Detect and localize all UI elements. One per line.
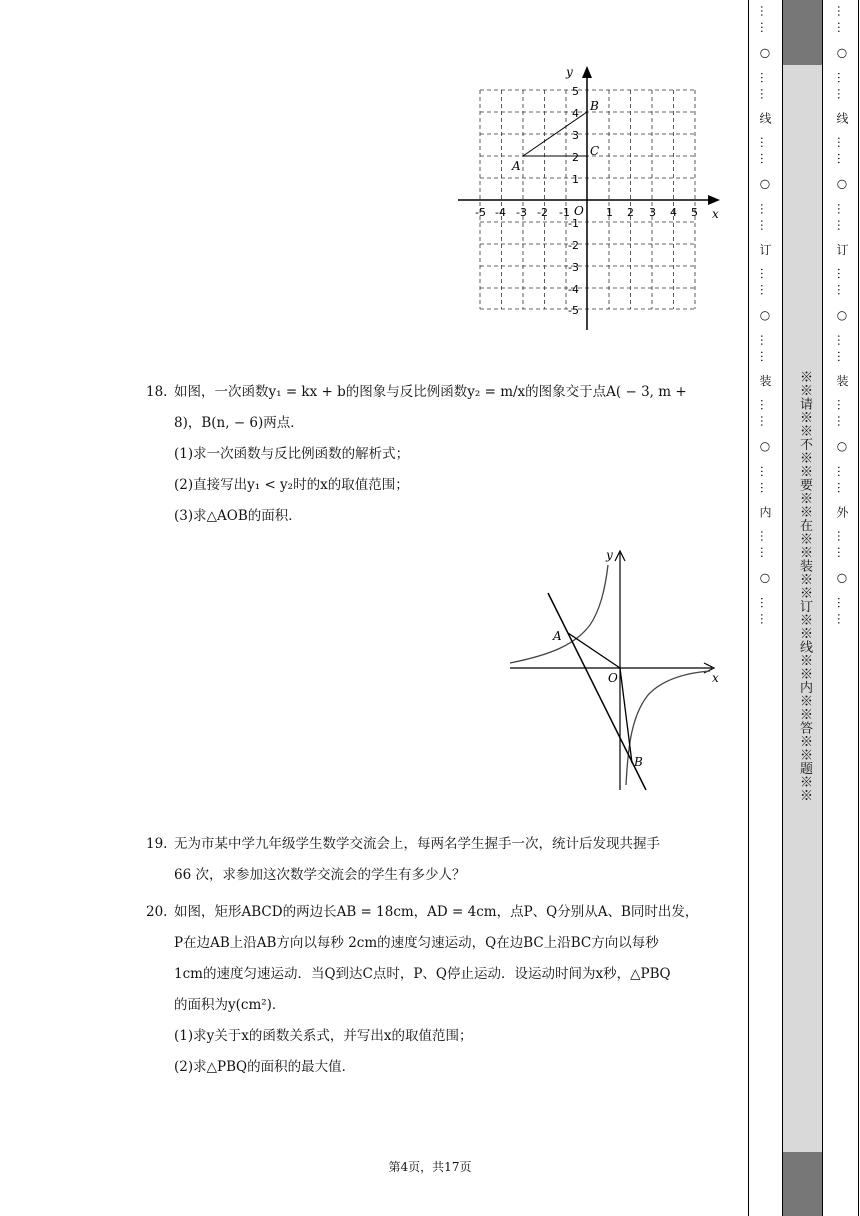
- svg-text:-4: -4: [495, 206, 506, 219]
- svg-text:2: 2: [572, 151, 579, 164]
- question-text: 66 次，求参加这次数学交流会的学生有多少人？: [174, 867, 466, 883]
- question-number: 20.: [146, 904, 168, 920]
- question-text: 无为市某中学九年级学生数学交流会上，每两名学生握手一次，统计后发现共握手: [174, 836, 660, 852]
- svg-text:3: 3: [649, 206, 656, 219]
- outer-seal-line: …… ○ …… 线 …… ○ …… 订 …… ○ …… 装 …… ○ …… 外 …… ○ ……: [835, 5, 849, 630]
- svg-text:2: 2: [627, 206, 634, 219]
- page-footer: 第4页，共17页: [388, 1160, 472, 1174]
- x-axis-label: x: [712, 207, 719, 221]
- question-19: [146, 829, 726, 891]
- point-label-c: C: [590, 144, 600, 158]
- warning-text: ※※请※※不※※要※※在※※装※※订※※线※※内※※答※※题※※: [797, 370, 812, 802]
- point-label-b: B: [590, 99, 599, 113]
- svg-text:3: 3: [572, 129, 579, 142]
- question-number: 19.: [146, 836, 168, 852]
- question-text: 如图，一次函数y₁ = kx + b的图象与反比例函数y₂ = m/x的图象交于点A( − 3, m +: [174, 384, 687, 400]
- svg-text:4: 4: [670, 206, 677, 219]
- svg-text:-5: -5: [568, 304, 579, 317]
- svg-text:-2: -2: [537, 206, 548, 219]
- svg-text:-4: -4: [568, 283, 579, 296]
- svg-text:-3: -3: [516, 206, 527, 219]
- question-text: 的面积为y(cm²)．: [174, 997, 286, 1013]
- band-dark-top: [783, 0, 822, 65]
- origin-label: O: [574, 204, 584, 218]
- inner-seal-line: …… ○ …… 线 …… ○ …… 订 …… ○ …… 装 …… ○ …… 内 …… ○ ……: [758, 5, 772, 630]
- point-label-a: A: [553, 629, 562, 643]
- coordinate-grid-figure: [450, 60, 730, 340]
- question-text: P在边AB上沿AB方向以每秒 2cm的速度匀速运动，Q在边BC上沿BC方向以每秒: [174, 935, 659, 951]
- svg-text:5: 5: [572, 85, 579, 98]
- sub-question-2: (2)直接写出y₁ < y₂时的x的取值范围；: [174, 477, 409, 493]
- sub-question-1: (1)求y关于x的函数关系式，并写出x的取值范围；: [174, 1028, 473, 1044]
- band-dark-bottom: [783, 1152, 822, 1216]
- question-20: [146, 897, 726, 1083]
- question-text: 8)，B(n, − 6)两点．: [174, 415, 304, 431]
- svg-text:-3: -3: [568, 261, 579, 274]
- svg-text:4: 4: [572, 107, 579, 120]
- y-axis-label: y: [566, 65, 573, 79]
- y-axis-label: y: [606, 548, 613, 562]
- svg-text:1: 1: [606, 206, 613, 219]
- x-axis-label: x: [712, 671, 719, 685]
- origin-label: O: [608, 671, 618, 685]
- sub-question-2: (2)求△PBQ的面积的最大值．: [174, 1059, 356, 1075]
- svg-text:-5: -5: [475, 206, 486, 219]
- question-18: [146, 377, 726, 532]
- svg-text:-2: -2: [568, 239, 579, 252]
- svg-text:-1: -1: [568, 217, 579, 230]
- sub-question-3: (3)求△AOB的面积．: [174, 508, 302, 524]
- point-label-b: B: [634, 755, 643, 769]
- svg-text:-1: -1: [559, 206, 570, 219]
- function-graph-figure: [500, 545, 730, 800]
- point-label-a: A: [512, 159, 521, 173]
- svg-text:1: 1: [572, 173, 579, 186]
- svg-text:5: 5: [691, 206, 698, 219]
- sub-question-1: (1)求一次函数与反比例函数的解析式；: [174, 446, 410, 462]
- question-number: 18.: [146, 384, 168, 400]
- question-text: 1cm的速度匀速运动．当Q到达C点时，P、Q停止运动．设运动时间为x秒，△PBQ: [174, 966, 671, 982]
- question-text: 如图，矩形ABCD的两边长AB = 18cm，AD = 4cm，点P、Q分别从A、B同时出发，: [174, 904, 699, 920]
